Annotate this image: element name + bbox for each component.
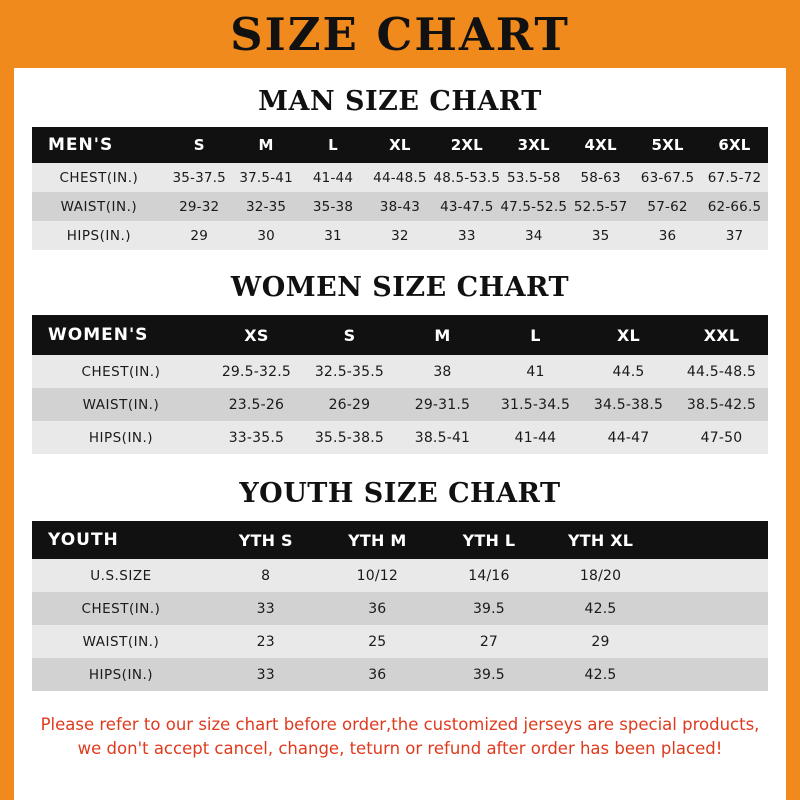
men-col-5xl: 5XL — [634, 127, 701, 163]
table-row — [32, 163, 768, 192]
table-cell: 57-62 — [634, 192, 701, 221]
table-cell — [656, 559, 768, 592]
women-col-xxl: XXL — [675, 315, 768, 355]
women-section-title: WOMEN SIZE CHART — [230, 272, 570, 303]
man-section-title: MAN SIZE CHART — [258, 86, 542, 117]
men-col-4xl: 4XL — [567, 127, 634, 163]
women-table-body — [32, 355, 768, 454]
table-cell: 33 — [210, 592, 322, 625]
table-cell: 37 — [701, 221, 768, 250]
table-cell: 63-67.5 — [634, 163, 701, 192]
men-col-2xl: 2XL — [433, 127, 500, 163]
table-cell: 47-50 — [675, 421, 768, 454]
table-cell: 44.5 — [582, 355, 675, 388]
table-cell: 31 — [300, 221, 367, 250]
table-cell: 38.5-41 — [396, 421, 489, 454]
men-col-s: S — [166, 127, 233, 163]
table-cell: 32 — [366, 221, 433, 250]
table-cell: 29-32 — [166, 192, 233, 221]
youth-size-table — [32, 521, 768, 691]
table-cell: 33 — [433, 221, 500, 250]
women-row-header: WOMEN'S — [32, 315, 210, 355]
youth-col-yth-m: YTH M — [322, 521, 434, 559]
table-cell: 8 — [210, 559, 322, 592]
table-header-row — [32, 521, 768, 559]
footer-note-line-1: Please refer to our size chart before order,the customized jerseys are special products, — [40, 715, 760, 734]
table-cell: 10/12 — [322, 559, 434, 592]
table-cell: 29 — [545, 625, 657, 658]
youth-row-label-hips: HIPS(IN.) — [32, 658, 210, 691]
table-cell: 43-47.5 — [433, 192, 500, 221]
table-row — [32, 388, 768, 421]
table-cell: 18/20 — [545, 559, 657, 592]
table-cell: 35-37.5 — [166, 163, 233, 192]
table-row — [32, 625, 768, 658]
table-cell: 36 — [634, 221, 701, 250]
table-row — [32, 421, 768, 454]
youth-row-label-us-size: U.S.SIZE — [32, 559, 210, 592]
women-col-l: L — [489, 315, 582, 355]
table-cell: 36 — [322, 658, 434, 691]
table-cell: 35.5-38.5 — [303, 421, 396, 454]
youth-row-label-chest: CHEST(IN.) — [32, 592, 210, 625]
youth-table-body — [32, 559, 768, 691]
men-col-m: M — [233, 127, 300, 163]
table-row — [32, 592, 768, 625]
table-cell: 33 — [210, 658, 322, 691]
footer-note-line-2: we don't accept cancel, change, teturn or refund after order has been placed! — [77, 738, 723, 758]
table-cell: 29 — [166, 221, 233, 250]
table-cell: 29.5-32.5 — [210, 355, 303, 388]
table-row — [32, 658, 768, 691]
men-table-header — [32, 127, 768, 163]
women-row-label-chest: CHEST(IN.) — [32, 355, 210, 388]
table-cell: 23 — [210, 625, 322, 658]
table-cell: 62-66.5 — [701, 192, 768, 221]
table-cell: 38-43 — [366, 192, 433, 221]
table-cell: 67.5-72 — [701, 163, 768, 192]
men-row-label-hips: HIPS(IN.) — [32, 221, 166, 250]
table-cell: 52.5-57 — [567, 192, 634, 221]
women-table-header — [32, 315, 768, 355]
table-cell: 41-44 — [300, 163, 367, 192]
table-cell: 27 — [433, 625, 545, 658]
table-cell: 42.5 — [545, 592, 657, 625]
table-cell: 47.5-52.5 — [500, 192, 567, 221]
youth-col-yth-xl: YTH XL — [545, 521, 657, 559]
table-cell: 23.5-26 — [210, 388, 303, 421]
table-cell: 44-48.5 — [366, 163, 433, 192]
table-cell: 32.5-35.5 — [303, 355, 396, 388]
page-title: SIZE CHART — [230, 7, 570, 61]
table-cell: 34.5-38.5 — [582, 388, 675, 421]
table-cell: 31.5-34.5 — [489, 388, 582, 421]
table-cell: 26-29 — [303, 388, 396, 421]
table-cell: 34 — [500, 221, 567, 250]
footer-note — [32, 713, 768, 761]
table-cell: 25 — [322, 625, 434, 658]
table-cell: 41 — [489, 355, 582, 388]
men-col-6xl: 6XL — [701, 127, 768, 163]
table-header-row — [32, 127, 768, 163]
men-size-table — [32, 127, 768, 250]
table-row — [32, 559, 768, 592]
youth-section-title: YOUTH SIZE CHART — [239, 478, 561, 509]
women-size-table — [32, 315, 768, 454]
table-cell: 32-35 — [233, 192, 300, 221]
men-col-3xl: 3XL — [500, 127, 567, 163]
table-cell: 38 — [396, 355, 489, 388]
men-col-l: L — [300, 127, 367, 163]
table-cell: 42.5 — [545, 658, 657, 691]
table-cell: 39.5 — [433, 592, 545, 625]
women-col-s: S — [303, 315, 396, 355]
youth-col-yth-s: YTH S — [210, 521, 322, 559]
men-table-body — [32, 163, 768, 250]
table-cell: 14/16 — [433, 559, 545, 592]
table-row — [32, 221, 768, 250]
men-row-header: MEN'S — [32, 127, 166, 163]
table-cell: 36 — [322, 592, 434, 625]
youth-table-header — [32, 521, 768, 559]
table-row — [32, 192, 768, 221]
table-header-row — [32, 315, 768, 355]
women-row-label-hips: HIPS(IN.) — [32, 421, 210, 454]
youth-col-empty — [656, 521, 768, 559]
table-cell: 44-47 — [582, 421, 675, 454]
youth-col-yth-l: YTH L — [433, 521, 545, 559]
women-row-label-waist: WAIST(IN.) — [32, 388, 210, 421]
table-cell: 41-44 — [489, 421, 582, 454]
content — [14, 86, 786, 761]
table-row — [32, 355, 768, 388]
table-cell: 44.5-48.5 — [675, 355, 768, 388]
table-cell: 39.5 — [433, 658, 545, 691]
table-cell: 58-63 — [567, 163, 634, 192]
table-cell: 35-38 — [300, 192, 367, 221]
women-col-xl: XL — [582, 315, 675, 355]
women-col-xs: XS — [210, 315, 303, 355]
men-col-xl: XL — [366, 127, 433, 163]
table-cell: 37.5-41 — [233, 163, 300, 192]
table-cell — [656, 592, 768, 625]
table-cell — [656, 658, 768, 691]
men-row-label-waist: WAIST(IN.) — [32, 192, 166, 221]
women-col-m: M — [396, 315, 489, 355]
table-cell: 53.5-58 — [500, 163, 567, 192]
table-cell: 38.5-42.5 — [675, 388, 768, 421]
table-cell — [656, 625, 768, 658]
table-cell: 30 — [233, 221, 300, 250]
men-row-label-chest: CHEST(IN.) — [32, 163, 166, 192]
table-cell: 33-35.5 — [210, 421, 303, 454]
table-cell: 35 — [567, 221, 634, 250]
youth-row-header: YOUTH — [32, 521, 210, 559]
table-cell: 48.5-53.5 — [433, 163, 500, 192]
table-cell: 29-31.5 — [396, 388, 489, 421]
youth-row-label-waist: WAIST(IN.) — [32, 625, 210, 658]
banner — [14, 0, 786, 68]
